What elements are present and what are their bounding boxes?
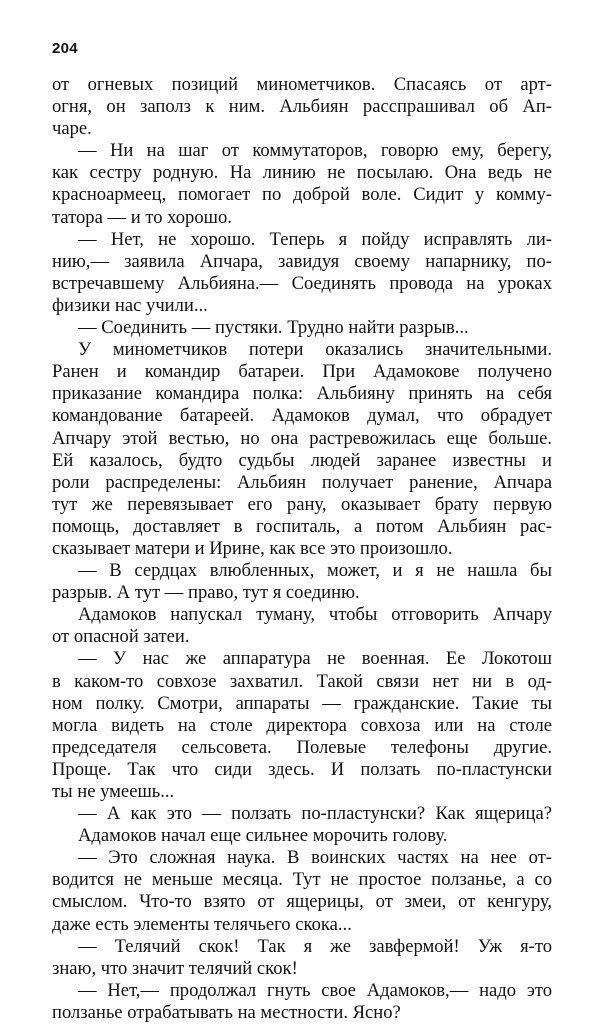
text-line: могла видеть на столе директора совхоза или на столе — [52, 714, 552, 736]
text-line: — Ни на шаг от коммутаторов, говорю ему, берегу, — [78, 140, 552, 162]
text-line: Ей казалось, будто судьбы людей заранее известны и — [52, 449, 552, 471]
text-line: водится не меньше месяца. Тут не простое ползанье, а со — [52, 869, 552, 891]
text-line: в каком-то совхозе захватил. Такой связи нет ни в од- — [52, 670, 552, 692]
text-line: чаре. — [52, 118, 92, 140]
text-line: — Это сложная наука. В воинских частях на нее от- — [78, 847, 552, 869]
text-line: У минометчиков потери оказались значительными. — [78, 339, 552, 361]
text-line: от огневых позиций минометчиков. Спасаясь от арт- — [52, 74, 552, 95]
text-line: ты не умеешь... — [52, 781, 175, 802]
text-line: Проще. Так что сиди здесь. И ползать по-пластунски — [52, 758, 552, 780]
text-line: татора — и то хорошо. — [52, 206, 232, 228]
text-line: ном полку. Смотри, аппараты — гражданские. Такие ты — [52, 692, 552, 714]
text-line: — Нет, не хорошо. Теперь я пойду исправлять ли- — [78, 228, 552, 250]
text-line: Апчару этой вестью, но она растревожилась еще больше. — [52, 427, 552, 449]
text-line: тут же перевязывает его рану, оказывает брату первую — [52, 493, 552, 515]
text-line: знаю, что значит телячий скок! — [52, 957, 298, 979]
body-text — [52, 74, 552, 1024]
text-line: помощь, доставляет в госпиталь, а потом Альбиян рас- — [52, 515, 552, 537]
text-line: от опасной затеи. — [52, 626, 190, 648]
text-line: встречавшему Альбияна.— Соединять провода на уроках — [52, 272, 552, 294]
text-line: — Соединить — пустяки. Трудно найти разрыв... — [78, 317, 469, 339]
text-line: — Нет,— продолжал гнуть свое Адамоков,— надо это — [78, 979, 552, 1001]
text-line: огня, он заполз к ним. Альбиян расспрашивал об Ап- — [52, 96, 552, 118]
text-line: смыслом. Что-то взято от ящерицы, от змеи, от кенгуру, — [52, 891, 552, 913]
text-line: ползанье отрабатывать на местности. Ясно? — [52, 1001, 401, 1023]
text-line: красноармеец, помогает по доброй воле. Сидит у комму- — [52, 184, 552, 206]
text-line: даже есть элементы телячьего скока... — [52, 913, 352, 935]
text-line: — У нас же аппаратура не военная. Ее Локотош — [78, 648, 552, 670]
text-line: командование батареей. Адамоков думал, что обрадует — [52, 405, 552, 427]
text-line: — А как это — ползать по-пластунски? Как ящерица? — [78, 803, 552, 825]
text-line: Адамоков начал еще сильнее морочить голову. — [78, 825, 448, 847]
text-line: Ранен и командир батареи. При Адамокове получено — [52, 361, 552, 383]
text-line: — В сердцах влюбленных, может, и я не нашла бы — [78, 560, 552, 582]
text-line: Адамоков напускал туману, чтобы отговорить Апчару — [78, 604, 552, 626]
text-line: — Телячий скок! Так я же завфермой! Уж я-то — [78, 935, 552, 957]
page-number: 204 — [52, 40, 78, 57]
text-line: нию,— заявила Апчара, завидуя своему напарнику, по- — [52, 250, 552, 272]
text-line: председателя сельсовета. Полевые телефоны другие. — [52, 736, 552, 758]
text-line: роли распределены: Альбиян получает ранение, Апчара — [52, 471, 552, 493]
text-line: приказание командира полка: Альбияну принять на себя — [52, 383, 552, 405]
text-line: разрыв. А тут — право, тут я соединю. — [52, 582, 360, 604]
text-line: сказывает матери и Ирине, как все это произошло. — [52, 537, 453, 559]
text-line: физики нас учили... — [52, 294, 208, 316]
text-line: как сестру родную. На линию не посылаю. Она ведь не — [52, 162, 552, 184]
